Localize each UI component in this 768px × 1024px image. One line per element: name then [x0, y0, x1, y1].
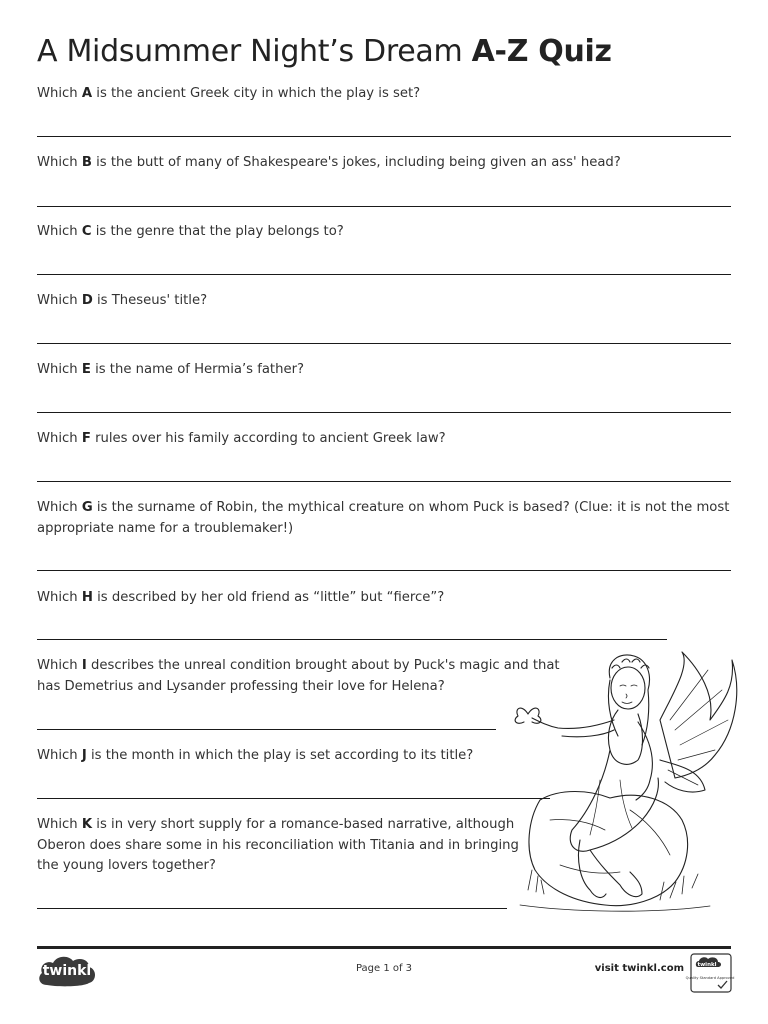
footer-rule: [37, 946, 731, 949]
page-number: Page 1 of 3: [355, 963, 413, 974]
answer-line-e[interactable]: [37, 412, 731, 413]
visit-link[interactable]: visit twinkl.com: [594, 963, 684, 974]
answer-line-h[interactable]: [37, 639, 667, 640]
question-i: Which I describes the unreal condition brought about by Puck's magic and that has Demetrius and Lysander professing their love for Helena?: [37, 658, 560, 694]
page-title: [37, 34, 612, 69]
answer-line-a[interactable]: [37, 136, 731, 137]
quality-badge: [685, 953, 735, 993]
question-h: Which H is described by her old friend as “little” but “fierce”?: [37, 590, 445, 605]
answer-line-c[interactable]: [37, 274, 731, 275]
answer-line-k[interactable]: [37, 908, 507, 909]
question-c: Which C is the genre that the play belongs to?: [37, 224, 344, 239]
badge-brand: twinkl: [697, 962, 717, 968]
answer-line-j[interactable]: [37, 798, 550, 799]
question-g: Which G is the surname of Robin, the mythical creature on whom Puck is based? (Clue: it is not the most appropriate name for a troublemaker!): [37, 500, 730, 536]
question-k: Which K is in very short supply for a romance-based narrative, although Oberon does share some in his reconciliation with Titania and in bringing the young lovers together?: [37, 817, 519, 873]
title-main: A Midsummer Night’s Dream: [37, 34, 472, 69]
answer-line-g[interactable]: [37, 570, 731, 571]
fairy-illustration: [510, 650, 742, 920]
title-bold: A-Z Quiz: [471, 34, 612, 69]
logo-text: twinkl: [42, 963, 92, 979]
question-e: Which E is the name of Hermia’s father?: [37, 362, 304, 377]
answer-line-i[interactable]: [37, 729, 496, 730]
answer-line-f[interactable]: [37, 481, 731, 482]
answer-line-b[interactable]: [37, 206, 731, 207]
question-b: Which B is the butt of many of Shakespeare's jokes, including being given an ass' head?: [37, 155, 621, 170]
question-d: Which D is Theseus' title?: [37, 293, 208, 308]
badge-text: Quality Standard Approved: [685, 976, 735, 980]
question-j: Which J is the month in which the play is set according to its title?: [37, 748, 474, 763]
answer-line-d[interactable]: [37, 343, 731, 344]
twinkl-logo: [37, 955, 97, 989]
question-f: Which F rules over his family according to ancient Greek law?: [37, 431, 446, 446]
question-a: Which A is the ancient Greek city in which the play is set?: [37, 86, 421, 101]
